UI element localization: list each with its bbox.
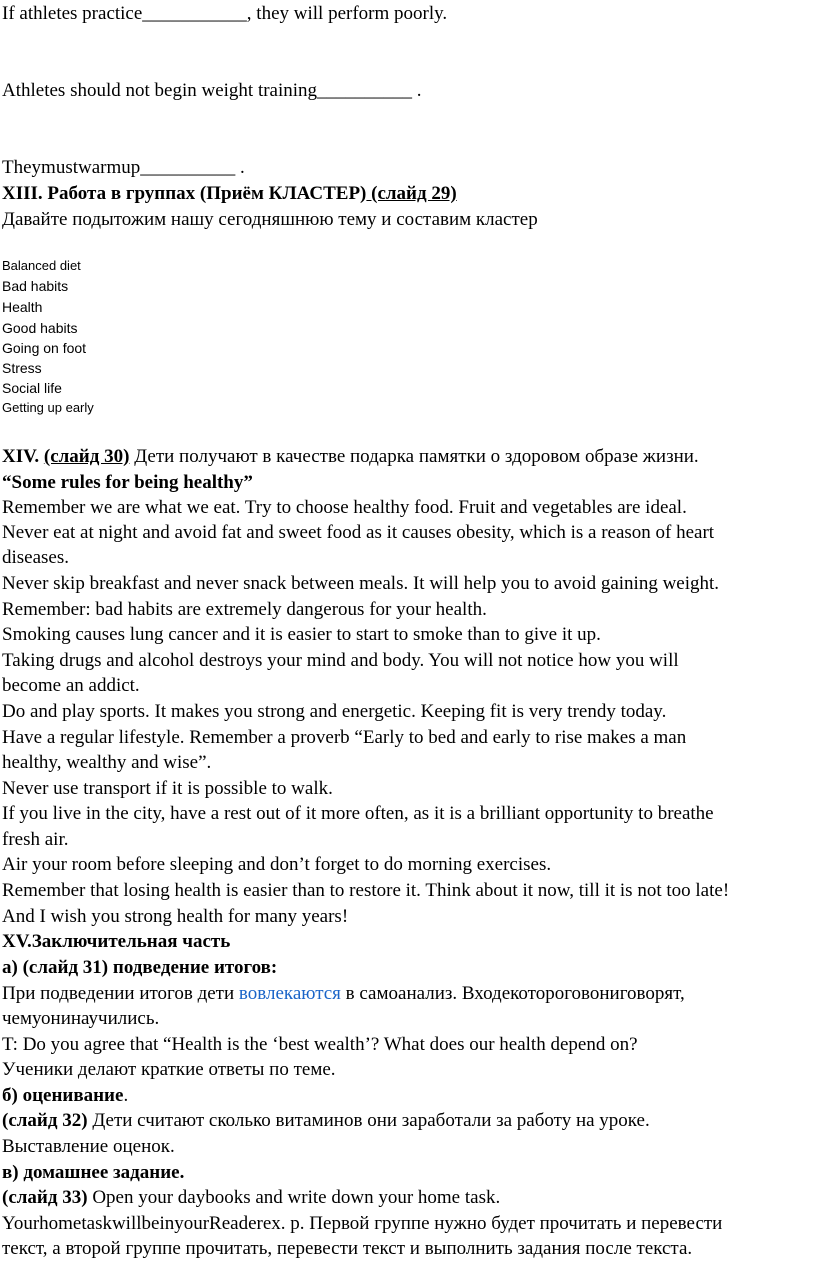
homework-text-line-2: YourhometaskwillbeinyourReaderex. p. Первой группе нужно будет прочитать и перевести [2, 1213, 723, 1234]
summary-text-start: При подведении итогов дети [2, 983, 239, 1004]
assessment-heading [2, 1083, 128, 1108]
cluster-item: Bad habits [2, 278, 69, 294]
rule-line: Have a regular lifestyle. Remember a proverb “Early to bed and early to rise makes a man [2, 727, 687, 748]
exercise-line-1: If athletes practice___________, they will perform poorly. [2, 3, 448, 24]
summary-heading: а) (слайд 31) подведение итогов: [2, 957, 278, 978]
summary-text-line-2: чемуонинаучились. [2, 1008, 160, 1029]
cluster-item: Social life [2, 380, 62, 396]
summary-text-end: в самоанализ. Входекотороговониговорят, [340, 983, 685, 1004]
rule-line: diseases. [2, 547, 70, 568]
homework-text-body: Open your daybooks and write down your home task. [87, 1187, 501, 1208]
homework-text [2, 1185, 500, 1210]
rule-line: Remember that losing health is easier than to restore it. Think about it now, till it is not too late! [2, 880, 730, 901]
homework-slide-ref: (слайд 33) [2, 1187, 88, 1208]
assessment-text [2, 1108, 650, 1133]
rule-line: Remember we are what we eat. Try to choose healthy food. Fruit and vegetables are ideal. [2, 497, 687, 518]
rule-line: become an addict. [2, 675, 140, 696]
summary-text [2, 981, 685, 1006]
section-13-title: XIII. Работа в группах (Приём КЛАСТЕР) [2, 183, 367, 204]
cluster-item: Going on foot [2, 340, 87, 356]
homework-text-line-3: текст, а второй группе прочитать, перевести текст и выполнить задания после текста. [2, 1238, 693, 1259]
rule-line: If you live in the city, have a rest out of it more often, as it is a brilliant opportunity to breathe [2, 803, 714, 824]
cluster-item: Health [2, 299, 43, 315]
section-14-text: Дети получают в качестве подарка памятки о здоровом образе жизни. [129, 446, 699, 467]
section-13-heading [2, 181, 457, 206]
cluster-item: Getting up early [2, 400, 94, 415]
rule-line: Smoking causes lung cancer and it is easier to start to smoke than to give it up. [2, 624, 601, 645]
assessment-heading-text: б) оценивание [2, 1085, 124, 1106]
engaged-link[interactable]: вовлекаются [238, 983, 341, 1004]
rule-line: Air your room before sleeping and don’t forget to do morning exercises. [2, 854, 552, 875]
rule-line: Do and play sports. It makes you strong and energetic. Keeping fit is very trendy today. [2, 701, 667, 722]
assessment-text-body: Дети считают сколько витаминов они заработали за работу на уроке. [87, 1110, 650, 1131]
section-14-heading [2, 444, 699, 469]
assessment-heading-dot: . [123, 1085, 129, 1106]
rule-line: Remember: bad habits are extremely dangerous for your health. [2, 599, 487, 620]
assessment-slide-ref: (слайд 32) [2, 1110, 88, 1131]
rule-line: healthy, wealthy and wise”. [2, 752, 212, 773]
section-13-slide-ref: (слайд 29) [366, 183, 457, 204]
cluster-item: Good habits [2, 320, 78, 336]
assessment-text-line-2: Выставление оценок. [2, 1136, 175, 1157]
teacher-question: T: Do you agree that “Health is the ‘best wealth’? What does our health depend on? [2, 1034, 638, 1055]
cluster-item: Stress [2, 360, 42, 376]
section-14-number: XIV. [2, 446, 44, 467]
exercise-line-2: Athletes should not begin weight training__________ . [2, 80, 422, 101]
exercise-line-3: Theymustwarmup__________ . [2, 157, 245, 178]
rule-line: Never eat at night and avoid fat and sweet food as it causes obesity, which is a reason of heart [2, 522, 715, 543]
rule-line: Never skip breakfast and never snack between meals. It will help you to avoid gaining weight. [2, 573, 720, 594]
cluster-item: Balanced diet [2, 258, 81, 273]
rules-title: “Some rules for being healthy” [2, 472, 253, 493]
section-14-slide-ref: (слайд 30) [43, 446, 130, 467]
rule-line: Never use transport if it is possible to walk. [2, 778, 333, 799]
rule-line: Taking drugs and alcohol destroys your mind and body. You will not notice how you will [2, 650, 679, 671]
rule-line: And I wish you strong health for many years! [2, 906, 349, 927]
section-13-intro: Давайте подытожим нашу сегодняшнюю тему и составим кластер [2, 209, 538, 230]
students-answer: Ученики делают краткие ответы по теме. [2, 1059, 336, 1080]
homework-heading: в) домашнее задание. [2, 1162, 185, 1183]
rule-line: fresh air. [2, 829, 69, 850]
section-15-heading: XV.Заключительная часть [2, 931, 231, 952]
